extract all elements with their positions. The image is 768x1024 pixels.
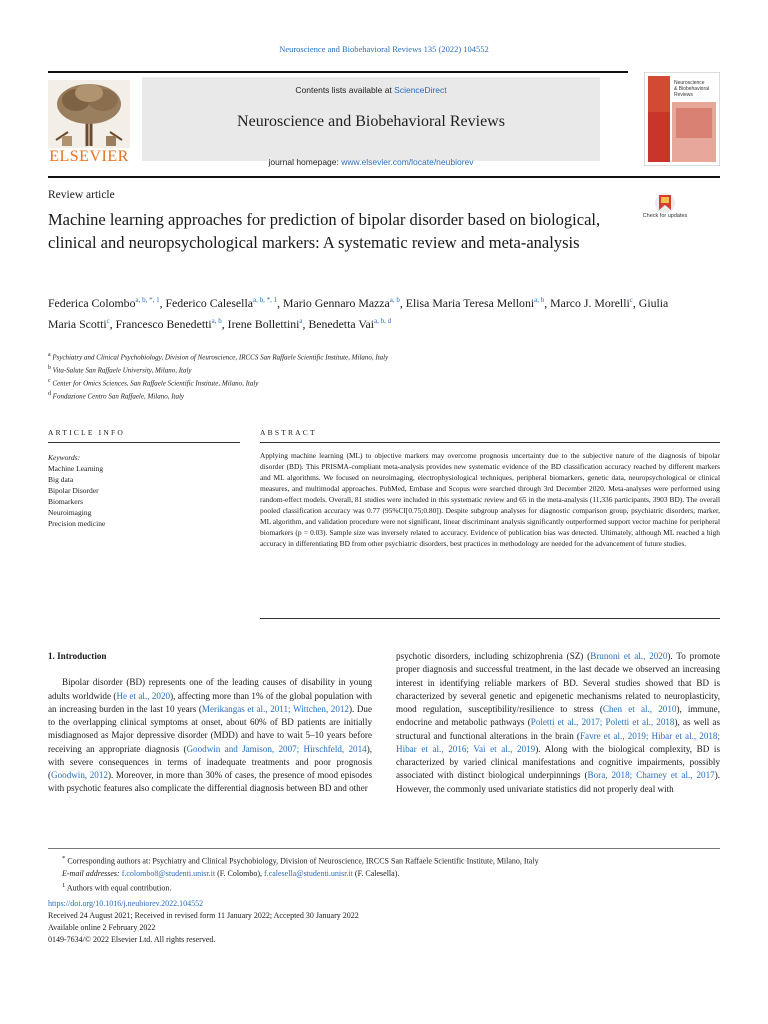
equal-contribution-note	[48, 880, 720, 895]
copyright: 0149-7634/© 2022 Elsevier Ltd. All rights reserved.	[48, 935, 216, 944]
received-dates: Received 24 August 2021; Received in revised form 11 January 2022; Accepted 30 January 2022	[48, 911, 359, 920]
body-text-run: ). Due to the overlapping clinical symptoms at onset, about 60% of BD patients are initially misdiagnosed as Major depressive disorder (MDD) and have to wait 5–10 years before receiving an appropriate diagnosis (	[48, 703, 373, 754]
author-name[interactable]: Francesco Benedetti	[115, 316, 212, 331]
affiliation-item	[48, 350, 688, 363]
body-text-run: ), as well as structural and functional alterations in the brain (	[396, 717, 720, 741]
cover-title-line3: Reviews	[674, 92, 693, 98]
author-affiliation-marks[interactable]: a, b	[534, 296, 545, 304]
body-text-run: ). Moreover, in more than 30% of cases, the presence of mood episodes with psychotic features also complicate the differential diagnosis between BD and other	[48, 770, 372, 794]
author-separator: ,	[109, 316, 116, 331]
keyword-item: Machine Learning	[48, 464, 104, 473]
citation-link[interactable]: Brunoni et al., 2020	[590, 651, 668, 661]
author-affiliation-marks[interactable]: a, b, d	[374, 316, 392, 325]
corresponding-mark: *	[62, 855, 66, 862]
citation-link[interactable]: Bora, 2018; Charney et al., 2017	[587, 770, 715, 781]
body-text-run: ). To promote proper diagnosis and successful treatment, in the last decade we observed an increasing interest in identifying reliable markers of BD. Several studies showed that BD is characterized by several genetic and epigenetic mechanisms related to neuroplasticity, mood regulation, susceptibility/resilience to stress (	[396, 651, 720, 714]
email-link-calesella[interactable]: f.calesella@studenti.unisr.it	[264, 868, 353, 878]
affiliation-text: Psychiatry and Clinical Psychobiology, Division of Neuroscience, IRCCS San Raffaele Scientific Institute, Milano, Italy	[50, 353, 389, 362]
article-info-rule	[48, 442, 240, 443]
keyword-item: Big data	[48, 475, 74, 484]
keyword-item: Bipolar Disorder	[48, 486, 99, 495]
author-separator: ,	[302, 316, 309, 331]
masthead-box	[142, 77, 600, 167]
journal-title: Neuroscience and Biobehavioral Reviews	[237, 113, 505, 130]
author-separator: ,	[159, 295, 166, 310]
keywords-label: Keywords:	[48, 453, 81, 462]
body-text-run: ). Along with the biological complexity, BD is characterized by varied clinical manifestations and cognitive impairments, possibly associated with distinct biological underpinnings (	[396, 743, 720, 781]
citation-link[interactable]: Goodwin and Jamison, 2007; Hirschfeld, 2014	[186, 743, 367, 754]
abstract-heading: ABSTRACT	[260, 428, 317, 437]
body-text-run: ), immune, endocrine and metabolic pathways (	[396, 704, 720, 728]
author-affiliation-marks[interactable]: a, b	[389, 296, 400, 304]
keywords-block	[48, 452, 238, 529]
author-name[interactable]: Irene Bollettini	[227, 316, 300, 331]
equal-mark: 1	[62, 881, 66, 889]
journal-masthead	[48, 71, 628, 167]
citation-link[interactable]: Merikangas et al., 2011; Wittchen, 2012	[201, 703, 349, 714]
homepage-prefix: journal homepage:	[268, 157, 342, 167]
affiliation-item	[48, 363, 688, 376]
author-affiliation-marks[interactable]: c	[629, 296, 633, 304]
footnotes	[48, 853, 720, 894]
author-name[interactable]: Federica Colombo	[48, 295, 136, 310]
check-for-updates-label: Check for updates	[642, 213, 688, 219]
author-separator: ,	[544, 295, 551, 310]
author-separator: ,	[399, 295, 406, 310]
homepage-line	[142, 157, 600, 167]
body-text-run: ), affecting more than 1% of the global population with an increasing burden in the last 10 years (	[48, 690, 372, 714]
email-label: E-mail addresses:	[62, 868, 120, 878]
author-name[interactable]: Federico Calesella	[165, 295, 253, 310]
body-text-run: Bipolar disorder (BD) represents one of the leading causes of disability in young adults worldwide (	[48, 677, 372, 701]
author-name[interactable]: Mario Gennaro Mazza	[282, 295, 390, 310]
keyword-item: Neuroimaging	[48, 508, 92, 517]
sciencedirect-link[interactable]: ScienceDirect	[394, 85, 447, 95]
body-left-column	[48, 650, 372, 796]
affiliation-mark: a	[48, 352, 51, 358]
author-affiliation-marks[interactable]: c	[106, 316, 110, 325]
author-list	[48, 291, 688, 333]
email-note	[48, 868, 720, 880]
affiliation-mark: b	[48, 365, 51, 372]
email-owner-calesella: (F. Calesella).	[352, 868, 400, 878]
article-info-heading: ARTICLE INFO	[48, 428, 125, 437]
journal-homepage-link[interactable]: www.elsevier.com/locate/neubiorev	[341, 157, 474, 167]
equal-text: Authors with equal contribution.	[66, 883, 172, 893]
keyword-item: Precision medicine	[48, 519, 106, 528]
article-metadata	[48, 898, 720, 946]
footnote-rule	[48, 848, 720, 849]
masthead-bottom-rule	[48, 176, 720, 178]
abstract-top-rule	[260, 442, 720, 443]
body-right-column	[396, 650, 720, 796]
article-title: Machine learning approaches for prediction of bipolar disorder based on biological, clinical and neuropsychological markers: A systematic review and meta-analysis	[48, 210, 601, 252]
author-affiliation-marks[interactable]: a, b	[211, 316, 222, 325]
author-name[interactable]: Benedetta Vai	[308, 316, 375, 331]
author-separator: ,	[221, 316, 228, 331]
journal-reference[interactable]: Neuroscience and Biobehavioral Reviews 135 (2022) 104552	[279, 44, 489, 54]
affiliation-list	[48, 350, 688, 403]
journal-cover-thumbnail[interactable]	[644, 72, 720, 166]
author-name[interactable]: Marco J. Morelli	[550, 295, 630, 310]
email-link-colombo[interactable]: f.colombo8@studenti.unisr.it	[121, 868, 216, 878]
contents-prefix: Contents lists available at	[295, 85, 395, 95]
body-text-run: psychotic disorders, including schizophrenia (SZ) (	[396, 651, 591, 661]
author-separator: ,	[632, 295, 639, 310]
author-separator: ,	[277, 295, 283, 310]
affiliation-mark: d	[48, 391, 51, 398]
affiliation-text: Center for Omics Sciences, San Raffaele Scientific Institute, Milano, Italy	[50, 379, 259, 388]
doi-link[interactable]: https://doi.org/10.1016/j.neubiorev.2022.104552	[48, 899, 204, 908]
abstract-text: Applying machine learning (ML) to objective markers may overcome prognosis uncertainty due to the subjective nature of the diagnosis of bipolar disorder (BD). This PRISMA-compliant meta-analysis provides new systematic evidence of the BD classification accuracy reached by different markers and ML algorithms. We focused on neuroimaging, electrophysiological techniques, peripheral biomarkers, genetic data, neuropsychological or clinical measures, and multimodal approaches. PubMed, Embase and Scopus were searched through 3rd December 2020. Meta-analyses were performed using random-effect models. Overall, 81 studies were included in this systematic review and 65 in the meta-analysis (11,336 participants, 3903 BD). The overall pooled classification accuracy was 0.77 (95%CI[0.75;0.80]). Despite subgroup analyses for diagnostic comparison group, psychiatric disorders, marker, ML algorithm, and validation procedure were not significant, linear discriminant analysis significantly outperformed support vector machine for peripheral biomarkers (p = 0.03). Sample size was inversely related to accuracy. Evidence of publication bias was detected. Ultimately, although ML reached a high accuracy in differentiating BD from other psychiatric disorders, best practices in methodology are needed for the advancement of future studies.	[260, 451, 720, 548]
contents-line	[142, 85, 600, 95]
author-name[interactable]: Giulia Maria Scotti	[48, 295, 669, 331]
corresponding-text: Corresponding authors at: Psychiatry and Clinical Psychobiology, Division of Neuroscience, IRCCS San Raffaele Scientific Institute, Milano, Italy	[67, 856, 539, 866]
affiliation-mark: c	[48, 378, 51, 385]
affiliation-item	[48, 389, 688, 402]
citation-link[interactable]: Goodwin, 2012	[51, 770, 108, 780]
available-online: Available online 2 February 2022	[48, 923, 156, 932]
affiliation-text: Fondazione Centro San Raffaele, Milano, Italy	[50, 392, 185, 401]
keyword-item: Biomarkers	[48, 497, 83, 506]
citation-link[interactable]: Chen et al., 2010	[602, 704, 677, 714]
citation-link[interactable]: Favre et al., 2019; Hibar et al., 2018; Hibar et al., 2016; Vai et al., 2019	[396, 730, 720, 754]
abstract-bottom-rule	[260, 618, 720, 619]
check-for-updates-button[interactable]	[646, 192, 684, 230]
citation-link[interactable]: He et al., 2020	[116, 690, 171, 701]
affiliation-text: Vita-Salute San Raffaele University, Milano, Italy	[50, 366, 192, 375]
citation-link[interactable]: Poletti et al., 2017; Poletti et al., 2018	[530, 717, 675, 728]
elsevier-wordmark: ELSEVIER	[49, 148, 129, 165]
body-text-run: ), with severe consequences in terms of inadequate treatments and poor prognosis (	[48, 743, 373, 780]
author-affiliation-marks[interactable]: a, b, *, 1	[135, 296, 160, 304]
author-affiliation-marks[interactable]: a	[299, 316, 303, 325]
intro-paragraph-1	[48, 676, 372, 795]
intro-paragraph-continued	[396, 650, 720, 796]
author-affiliation-marks[interactable]: a, b, *, 1	[252, 296, 278, 304]
author-name[interactable]: Elisa Maria Teresa Melloni	[405, 295, 535, 310]
email-owner-colombo: (F. Colombo),	[215, 868, 264, 878]
affiliation-item	[48, 376, 688, 389]
article-type: Review article	[48, 189, 115, 201]
cover-title-line1: Neuroscience	[674, 80, 705, 86]
corresponding-author-note	[48, 853, 720, 868]
cover-title-line2: & Biobehavioral	[674, 86, 710, 92]
keywords-list	[48, 463, 238, 529]
body-text-run: ). However, the commonly used univariate statistics did not properly deal with	[396, 770, 720, 794]
section-heading-introduction: 1. Introduction	[48, 651, 107, 661]
